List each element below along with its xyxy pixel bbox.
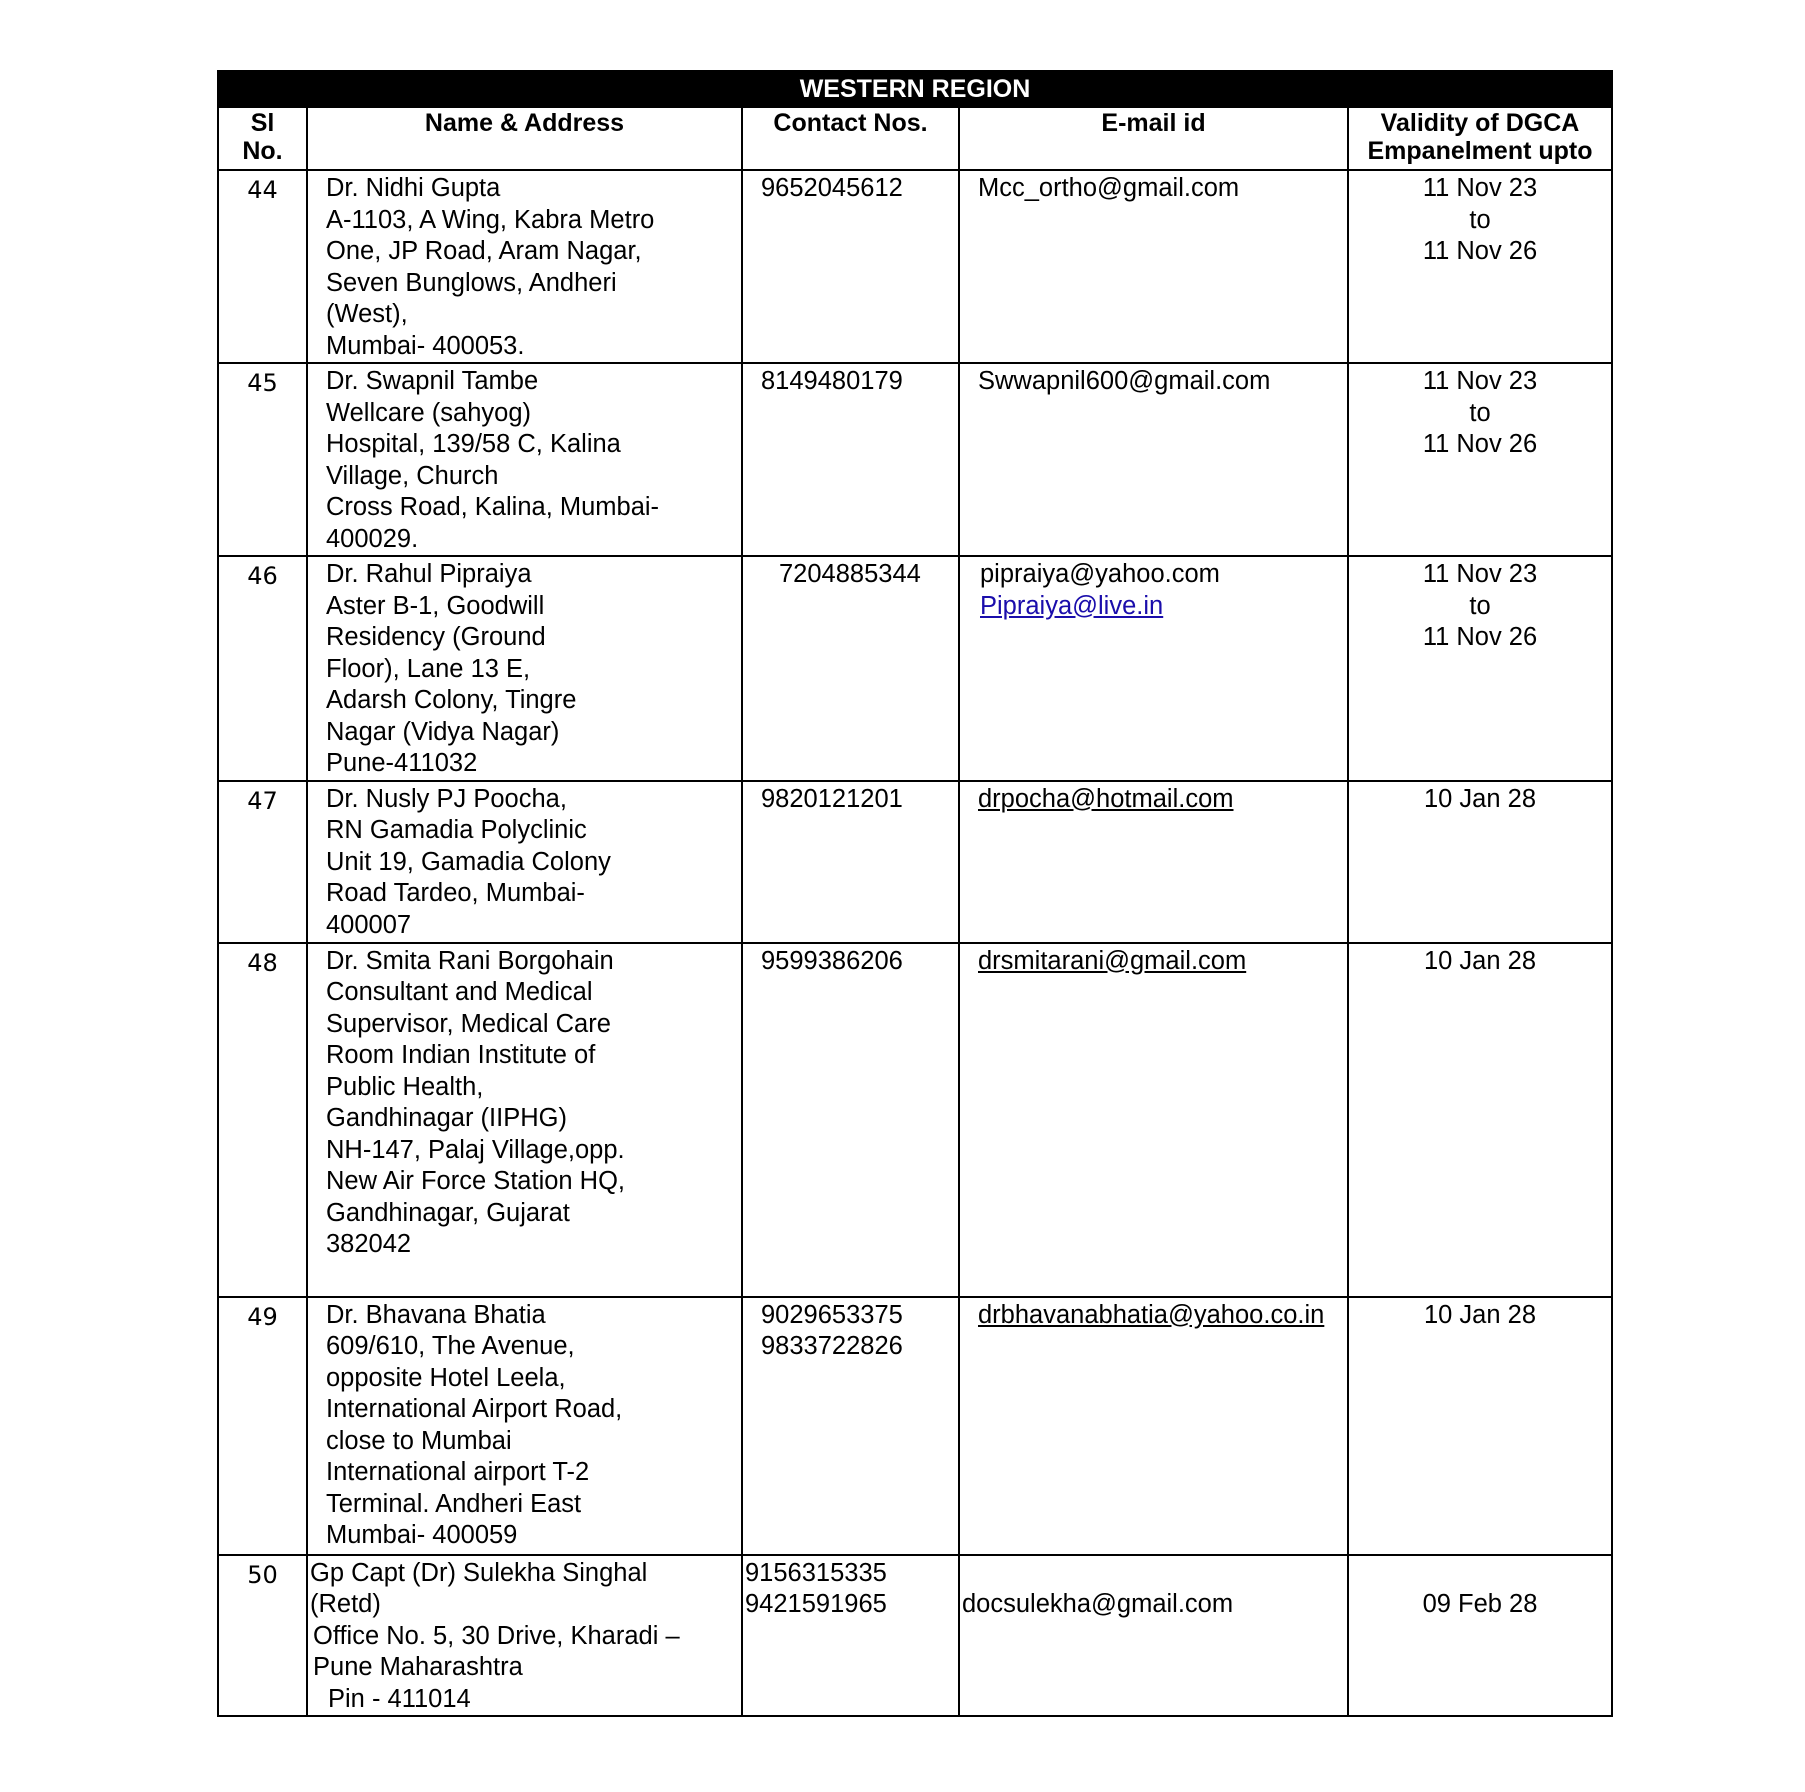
validity-line: 11 Nov 26 (1422, 430, 1538, 458)
contact-number: 9652045612 (761, 174, 903, 202)
sl-number-cell (218, 170, 307, 363)
address-line: Road Tardeo, Mumbai- (326, 879, 585, 907)
contact-number: 8149480179 (761, 367, 903, 395)
validity-line: to (1469, 205, 1491, 234)
contact-cell (742, 1555, 959, 1717)
address-line: Wellcare (sahyog) (326, 398, 532, 427)
contact-number: 9421591965 (745, 1590, 887, 1618)
header-validity: Validity of DGCA Empanelment upto (1348, 107, 1612, 170)
name-address-cell (307, 363, 742, 556)
name-address-cell (307, 943, 742, 1297)
table-row (218, 363, 1612, 556)
address-line: Dr. Nidhi Gupta (326, 174, 501, 202)
contact-cell (742, 781, 959, 943)
name-address-cell (307, 556, 742, 781)
sl-number: 48 (247, 948, 278, 977)
address-line: (Retd) (310, 1590, 381, 1618)
address-line: opposite Hotel Leela, (326, 1363, 566, 1392)
name-address-cell (307, 1555, 742, 1717)
address-line: Dr. Bhavana Bhatia (326, 1300, 546, 1329)
contact-number: 9599386206 (761, 946, 903, 975)
email-address: docsulekha@gmail.com (962, 1589, 1234, 1618)
validity-line: 10 Jan 28 (1423, 1300, 1536, 1329)
address-line: Dr. Swapnil Tambe (326, 367, 539, 395)
validity-line: 11 Nov 26 (1422, 623, 1538, 651)
address-line: NH-147, Palaj Village,opp. (326, 1135, 625, 1164)
address-line: Hospital, 139/58 C, Kalina (326, 430, 621, 458)
address-line: 609/610, The Avenue, (326, 1332, 575, 1360)
address-line: 400007 (326, 910, 412, 939)
region-title: WESTERN REGION (218, 71, 1612, 107)
validity-line: 10 Jan 28 (1423, 946, 1536, 975)
address-line: Adarsh Colony, Tingre (326, 686, 577, 714)
email-cell (959, 363, 1348, 556)
email-cell (959, 943, 1348, 1297)
address-line: International airport T-2 (326, 1458, 590, 1486)
email-address[interactable]: drbhavanabhatia@yahoo.co.in (978, 1300, 1325, 1329)
doctors-table (217, 70, 1613, 1717)
validity-cell (1348, 363, 1612, 556)
address-line: Mumbai- 400059 (326, 1521, 518, 1549)
email-cell (959, 556, 1348, 781)
validity-line: 10 Jan 28 (1423, 784, 1536, 813)
sl-number-cell (218, 363, 307, 556)
empanelment-sheet (217, 70, 1611, 1717)
table-row (218, 1297, 1612, 1555)
address-line: Aster B-1, Goodwill (326, 591, 545, 620)
sl-number: 44 (247, 176, 278, 204)
sl-number-cell (218, 1555, 307, 1717)
address-line: (West), (326, 300, 408, 328)
contact-number: 9156315335 (745, 1558, 887, 1587)
email-address[interactable]: drpocha@hotmail.com (978, 784, 1234, 813)
contact-cell (742, 170, 959, 363)
email-address: pipraiya@yahoo.com (980, 560, 1220, 588)
validity-cell (1348, 943, 1612, 1297)
address-line: Pune-411032 (326, 749, 478, 777)
validity-line: to (1469, 591, 1491, 620)
address-line: Dr. Smita Rani Borgohain (326, 946, 614, 975)
address-line: Dr. Nusly PJ Poocha, (326, 784, 567, 813)
address-line: A-1103, A Wing, Kabra Metro (326, 205, 655, 234)
contact-cell (742, 556, 959, 781)
address-line: Nagar (Vidya Nagar) (326, 717, 560, 746)
table-row (218, 1555, 1612, 1717)
address-line: Office No. 5, 30 Drive, Kharadi – (313, 1621, 680, 1650)
email-address: Swwapnil600@gmail.com (978, 367, 1271, 395)
address-line: Supervisor, Medical Care (326, 1009, 611, 1038)
address-line: Unit 19, Gamadia Colony (326, 847, 611, 876)
address-line: Gp Capt (Dr) Sulekha Singhal (310, 1558, 648, 1587)
validity-line: 09 Feb 28 (1422, 1589, 1538, 1618)
header-sl: Sl No. (218, 107, 307, 170)
email-cell (959, 170, 1348, 363)
table-row (218, 943, 1612, 1297)
validity-line: 11 Nov 23 (1422, 367, 1538, 395)
email-address[interactable]: Pipraiya@live.in (980, 591, 1164, 620)
validity-cell (1348, 1555, 1612, 1717)
sl-number: 47 (247, 786, 278, 815)
validity-cell (1348, 1297, 1612, 1555)
validity-line: 11 Nov 23 (1422, 174, 1538, 202)
email-cell (959, 1555, 1348, 1717)
address-line: Pune Maharashtra (313, 1653, 523, 1681)
name-address-cell (307, 1297, 742, 1555)
name-address-cell (307, 170, 742, 363)
address-line: Terminal. Andheri East (326, 1489, 582, 1518)
email-address[interactable]: drsmitarani@gmail.com (978, 946, 1247, 975)
validity-cell (1348, 170, 1612, 363)
address-line: Seven Bunglows, Andheri (326, 268, 617, 297)
address-line: New Air Force Station HQ, (326, 1167, 626, 1195)
sl-number-cell (218, 781, 307, 943)
email-cell (959, 1297, 1348, 1555)
sl-number: 46 (247, 562, 278, 590)
sl-number-cell (218, 1297, 307, 1555)
contact-number: 9833722826 (761, 1332, 903, 1360)
validity-cell (1348, 556, 1612, 781)
sl-number-cell (218, 943, 307, 1297)
address-line: 382042 (326, 1230, 412, 1258)
email-cell (959, 781, 1348, 943)
validity-line: 11 Nov 26 (1422, 237, 1538, 265)
contact-cell (742, 363, 959, 556)
sl-number: 49 (247, 1302, 278, 1331)
address-line: Mumbai- 400053. (326, 331, 525, 360)
validity-cell (1348, 781, 1612, 943)
address-line: Gandhinagar (IIPHG) (326, 1104, 567, 1132)
email-address: Mcc_ortho@gmail.com (978, 174, 1240, 202)
address-line: Public Health, (326, 1072, 484, 1101)
sl-number: 50 (247, 1560, 278, 1589)
table-row (218, 556, 1612, 781)
validity-line: to (1469, 398, 1491, 427)
address-line: close to Mumbai (326, 1426, 512, 1455)
table-row (218, 170, 1612, 363)
contact-number: 7204885344 (779, 560, 921, 588)
address-line: Consultant and Medical (326, 978, 593, 1006)
header-email: E-mail id (959, 107, 1348, 170)
address-line: Pin - 411014 (328, 1684, 471, 1713)
address-line: Room Indian Institute of (326, 1041, 596, 1069)
contact-number: 9820121201 (761, 784, 903, 813)
address-line: RN Gamadia Polyclinic (326, 816, 587, 844)
sl-number-cell (218, 556, 307, 781)
address-line: Floor), Lane 13 E, (326, 654, 531, 683)
address-line: Dr. Rahul Pipraiya (326, 560, 532, 588)
table-row (218, 781, 1612, 943)
name-address-cell (307, 781, 742, 943)
address-line: One, JP Road, Aram Nagar, (326, 237, 642, 265)
contact-cell (742, 1297, 959, 1555)
sl-number: 45 (247, 369, 278, 397)
address-line: Cross Road, Kalina, Mumbai- (326, 493, 660, 521)
address-line: Gandhinagar, Gujarat (326, 1198, 570, 1227)
header-row (218, 107, 1612, 170)
address-line: 400029. (326, 524, 419, 553)
address-line: Residency (Ground (326, 623, 546, 651)
address-line: International Airport Road, (326, 1395, 623, 1423)
validity-line: 11 Nov 23 (1422, 560, 1538, 588)
header-contact: Contact Nos. (742, 107, 959, 170)
contact-cell (742, 943, 959, 1297)
address-line: Village, Church (326, 461, 499, 490)
contact-number: 9029653375 (761, 1300, 903, 1329)
header-name: Name & Address (307, 107, 742, 170)
